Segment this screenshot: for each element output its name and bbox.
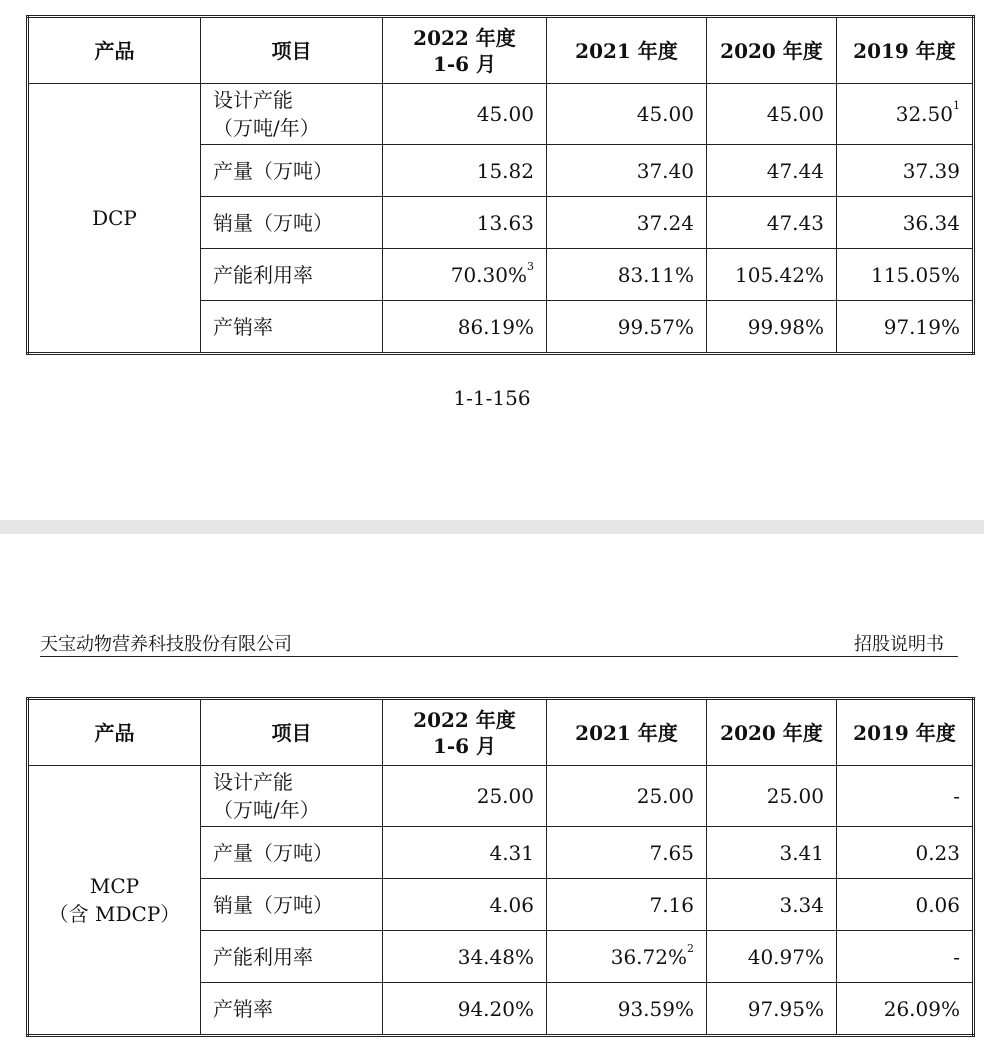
product-name: MCP	[89, 874, 140, 898]
col-product: 产品	[28, 17, 201, 84]
col-2022h1	[383, 17, 547, 84]
row-label-sell-through: 产销率	[201, 983, 383, 1036]
cell-value: 4.31	[489, 840, 534, 865]
col-2020: 2020 年度	[707, 699, 837, 766]
value-cell-utilization	[707, 249, 837, 301]
cell-value: 99.57%	[617, 314, 694, 339]
row-label	[201, 84, 383, 145]
cell-value: 32.50	[895, 102, 953, 126]
value-cell-sales	[837, 197, 974, 249]
product-cell	[28, 84, 201, 354]
value-cell-capacity	[837, 84, 974, 145]
col-2019: 2019 年度	[837, 699, 974, 766]
col-2022-label: 2022 年度	[413, 25, 516, 50]
value-cell-sales	[383, 197, 547, 249]
cell-value: 97.95%	[747, 996, 824, 1021]
table-row	[28, 766, 974, 827]
value-cell-sales	[837, 879, 974, 931]
cell-value: 36.34	[902, 210, 960, 235]
value-cell-utilization	[383, 249, 547, 301]
row-label-utilization: 产能利用率	[201, 931, 383, 983]
value-cell-capacity	[837, 766, 974, 827]
row-label-capacity: 设计产能	[213, 770, 293, 794]
cell-value: 13.63	[476, 210, 534, 235]
footnote-mark: 1	[953, 99, 960, 112]
mcp-capacity-table	[26, 697, 975, 1037]
company-name: 天宝动物营养科技股份有限公司	[40, 634, 292, 655]
cell-value: 3.41	[779, 840, 824, 865]
cell-value: 37.24	[636, 210, 694, 235]
col-2020: 2020 年度	[707, 17, 837, 84]
value-cell-capacity	[383, 84, 547, 145]
cell-value: 37.39	[902, 158, 960, 183]
value-cell-utilization	[547, 931, 707, 983]
cell-value: 105.42%	[735, 262, 824, 287]
value-cell-sell-through	[837, 983, 974, 1036]
row-label	[201, 766, 383, 827]
cell-value: 7.65	[649, 840, 694, 865]
value-cell-output	[837, 145, 974, 197]
footnote-mark: 2	[687, 941, 694, 955]
cell-value: 40.97%	[747, 944, 824, 969]
cell-value: 15.82	[476, 158, 534, 183]
cell-value: 3.34	[779, 892, 824, 917]
cell-value: 45.00	[766, 102, 824, 126]
cell-value: 115.05%	[871, 262, 960, 287]
table-row	[28, 84, 974, 145]
col-2021: 2021 年度	[547, 17, 707, 84]
document-type: 招股说明书	[854, 634, 944, 655]
value-cell-output	[837, 827, 974, 879]
value-cell-sell-through	[707, 301, 837, 354]
cell-value: 45.00	[636, 102, 694, 126]
cell-value: 93.59%	[617, 996, 694, 1021]
cell-value: 94.20%	[457, 996, 534, 1021]
cell-value: 47.43	[766, 210, 824, 235]
col-2019: 2019 年度	[837, 17, 974, 84]
value-cell-output	[383, 145, 547, 197]
col-item: 项目	[201, 699, 383, 766]
value-cell-utilization	[707, 931, 837, 983]
dcp-capacity-table	[26, 15, 975, 355]
cell-value: 36.72%	[610, 944, 687, 969]
value-cell-utilization	[547, 249, 707, 301]
footnote-mark: 3	[527, 259, 534, 273]
cell-value: 97.19%	[883, 314, 960, 339]
cell-value: 25.00	[766, 784, 824, 808]
value-cell-output	[707, 827, 837, 879]
value-cell-utilization	[837, 931, 974, 983]
row-label-sales: 销量（万吨）	[201, 197, 383, 249]
cell-value: -	[953, 784, 960, 808]
value-cell-output	[383, 827, 547, 879]
value-cell-utilization	[837, 249, 974, 301]
cell-value: 25.00	[476, 784, 534, 808]
value-cell-utilization	[383, 931, 547, 983]
value-cell-capacity	[707, 84, 837, 145]
col-item: 项目	[201, 17, 383, 84]
value-cell-capacity	[547, 84, 707, 145]
cell-value: 4.06	[489, 892, 534, 917]
value-cell-sell-through	[547, 301, 707, 354]
cell-value: 7.16	[649, 892, 694, 917]
row-label-sell-through: 产销率	[201, 301, 383, 354]
cell-value: 70.30%	[450, 262, 527, 287]
col-h1-label: 1-6 月	[432, 51, 497, 76]
page-number: 1-1-156	[453, 386, 531, 410]
cell-value: 0.23	[915, 840, 960, 865]
value-cell-output	[547, 827, 707, 879]
product-name: DCP	[92, 206, 137, 230]
cell-value: 47.44	[766, 158, 824, 183]
row-label-output: 产量（万吨）	[201, 145, 383, 197]
value-cell-output	[547, 145, 707, 197]
value-cell-sell-through	[707, 983, 837, 1036]
value-cell-sell-through	[547, 983, 707, 1036]
col-2022-label: 2022 年度	[413, 707, 516, 732]
row-label-capacity-unit: （万吨/年）	[213, 798, 320, 822]
value-cell-capacity	[547, 766, 707, 827]
page-separator	[0, 520, 984, 534]
value-cell-sell-through	[837, 301, 974, 354]
value-cell-sales	[383, 879, 547, 931]
value-cell-capacity	[383, 766, 547, 827]
header-row	[28, 17, 974, 84]
value-cell-sales	[547, 879, 707, 931]
cell-value: 37.40	[636, 158, 694, 183]
product-cell	[28, 766, 201, 1036]
value-cell-sell-through	[383, 301, 547, 354]
value-cell-output	[707, 145, 837, 197]
value-cell-sales	[707, 879, 837, 931]
row-label-capacity-unit: （万吨/年）	[213, 116, 320, 140]
cell-value: 83.11%	[617, 262, 694, 287]
header-row	[28, 699, 974, 766]
value-cell-sales	[547, 197, 707, 249]
cell-value: 26.09%	[883, 996, 960, 1021]
row-label-sales: 销量（万吨）	[201, 879, 383, 931]
col-product: 产品	[28, 699, 201, 766]
cell-value: 25.00	[636, 784, 694, 808]
row-label-capacity: 设计产能	[213, 88, 293, 112]
col-2022h1	[383, 699, 547, 766]
cell-value: -	[953, 944, 960, 969]
row-label-output: 产量（万吨）	[201, 827, 383, 879]
col-2021: 2021 年度	[547, 699, 707, 766]
product-sub: （含 MDCP）	[48, 902, 181, 926]
cell-value: 0.06	[915, 892, 960, 917]
cell-value: 45.00	[476, 102, 534, 126]
row-label-utilization: 产能利用率	[201, 249, 383, 301]
value-cell-capacity	[707, 766, 837, 827]
col-h1-label: 1-6 月	[432, 733, 497, 758]
value-cell-sales	[707, 197, 837, 249]
cell-value: 99.98%	[747, 314, 824, 339]
page-header	[40, 630, 958, 657]
cell-value: 86.19%	[457, 314, 534, 339]
cell-value: 34.48%	[457, 944, 534, 969]
value-cell-sell-through	[383, 983, 547, 1036]
